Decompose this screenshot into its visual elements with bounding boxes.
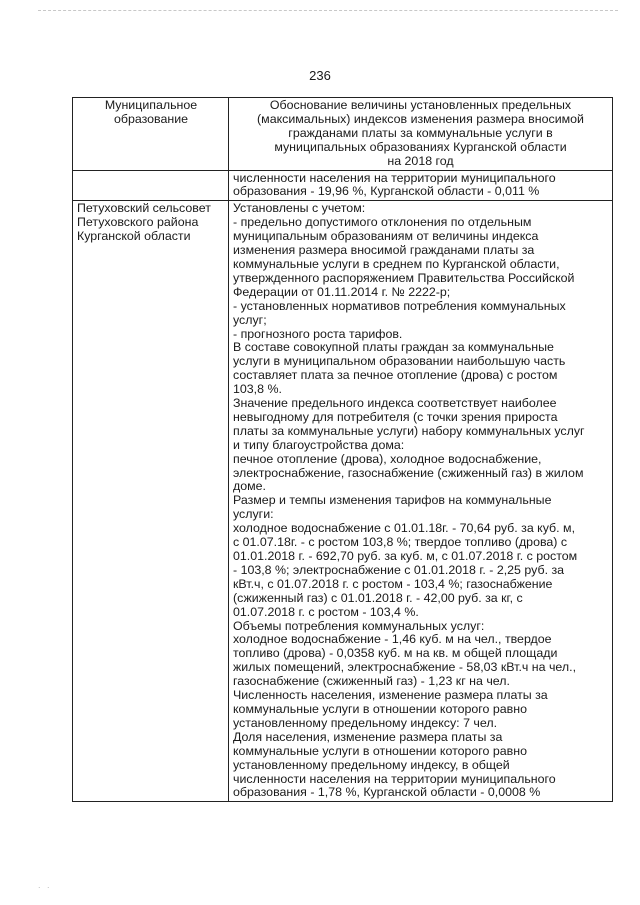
text-line: услуги в муниципальном образовании наибольшую часть: [233, 354, 566, 369]
text-line: кВт.ч, с 01.07.2018 г. с ростом - 103,4 %; газоснабжение: [233, 576, 553, 591]
text-line: - 103,8 %; электроснабжение с 01.01.2018 г. - 2,25 руб. за: [233, 562, 565, 577]
text-line: - установленных нормативов потребления коммунальных: [233, 298, 566, 313]
text-line: Муниципальное: [104, 98, 198, 112]
text-line: Установлены с учетом:: [233, 201, 366, 216]
header-municipality: [73, 98, 229, 171]
text-line: утвержденного распоряжением Правительства Российской: [233, 270, 575, 285]
text-line: холодное водоснабжение - 1,46 куб. м на чел., твердое: [233, 632, 552, 647]
scan-artifact-dots: . .: [38, 880, 52, 890]
tariff-table: [72, 97, 613, 802]
header-justification: [229, 98, 613, 171]
text-line: Федерации от 01.11.2014 г. № 2222-р;: [233, 284, 451, 299]
text-line: услуги:: [233, 507, 274, 522]
text-line: образования - 19,96 %, Курганской области - 0,011 %: [233, 184, 540, 199]
text-line: топливо (дрова) - 0,0358 куб. м на кв. м общей площади: [233, 646, 558, 661]
text-line: В составе совокупной платы граждан за коммунальные: [233, 340, 554, 355]
text-line: 01.07.2018 г. с ростом - 103,4 %.: [233, 604, 419, 619]
text-line: доме.: [233, 479, 266, 494]
text-line: Обоснование величины установленных предельных: [269, 98, 572, 112]
text-line: и типу благоустройства дома:: [233, 437, 405, 452]
scan-artifact-line: [38, 10, 618, 11]
text-line: образование: [113, 111, 189, 126]
text-line: 103,8 %.: [233, 382, 282, 397]
text-line: коммунальные услуги в среднем по Курганской области,: [233, 256, 560, 271]
page-number: 236: [309, 68, 331, 83]
cell-justification-continuation: [229, 170, 613, 201]
text-line: составляет плата за печное отопление (дрова) с ростом: [233, 368, 558, 383]
text-line: установленному предельному индексу: 7 чел.: [233, 715, 498, 730]
text-line: с 01.07.18г. - с ростом 103,8 %; твердое топливо (дрова) с: [233, 535, 568, 550]
text-line: газоснабжение (сжиженный газ) - 1,23 кг на чел.: [233, 674, 510, 689]
text-line: 01.01.2018 г. - 692,70 руб. за куб. м, с 01.07.2018 г. с ростом: [233, 549, 578, 563]
table-row-continuation: [73, 170, 613, 201]
text-line: электроснабжение, газоснабжение (сжиженный газ) в жилом: [233, 465, 584, 480]
text-line: невыгодному для потребителя (с точки зрения прироста: [233, 409, 558, 424]
table-row-petukhovsky: [73, 201, 613, 802]
text-line: установленному предельному индексу, в общей: [233, 757, 510, 772]
text-line: платы за коммунальные услуги) набору коммунальных услуг: [233, 423, 585, 438]
text-line: муниципальных образованиях Курганской области: [274, 139, 567, 154]
text-line: образования - 1,78 %, Курганской области - 0,0008 %: [233, 785, 541, 800]
table-header-row: [73, 98, 613, 171]
text-line: - предельно допустимого отклонения по отдельным: [233, 215, 532, 230]
text-line: Курганской области: [77, 229, 191, 244]
text-line: холодное водоснабжение с 01.01.18г. - 70,64 руб. за куб. м,: [233, 521, 576, 536]
text-line: на 2018 год: [387, 153, 454, 168]
cell-justification-petukhovsky: [229, 201, 613, 802]
text-line: Петуховский сельсовет: [77, 201, 211, 216]
text-line: коммунальные услуги в отношении которого равно: [233, 701, 527, 716]
text-line: услуг;: [233, 312, 267, 327]
text-line: Размер и темпы изменения тарифов на коммунальные: [233, 493, 552, 508]
text-line: коммунальные услуги в отношении которого равно: [233, 743, 527, 758]
text-line: численности населения на территории муниципального: [233, 170, 556, 185]
text-line: Доля населения, изменение размера платы за: [233, 729, 503, 744]
text-line: - прогнозного роста тарифов.: [233, 326, 403, 341]
text-line: Объемы потребления коммунальных услуг:: [233, 618, 485, 633]
text-line: численности населения на территории муниципального: [233, 771, 556, 786]
cell-municipality-petukhovsky: [73, 201, 229, 802]
cell-municipality-empty: [73, 170, 229, 201]
text-line: гражданами платы за коммунальные услуги в: [288, 125, 553, 140]
text-line: Петуховского района: [77, 215, 199, 230]
text-line: печное отопление (дрова), холодное водоснабжение,: [233, 451, 542, 466]
text-line: изменения размера вносимой гражданами платы за: [233, 243, 535, 258]
text-line: (сжиженный газ) с 01.01.2018 г. - 42,00 руб. за кг, с: [233, 590, 523, 605]
text-line: (максимальных) индексов изменения размера вносимой: [257, 111, 584, 126]
text-line: муниципальным образованиям от величины индекса: [233, 229, 539, 244]
text-line: Значение предельного индекса соответствует наиболее: [233, 396, 557, 411]
text-line: жилых помещений, электроснабжение - 58,03 кВт.ч на чел.,: [233, 660, 577, 675]
text-line: Численность населения, изменение размера платы за: [233, 688, 548, 703]
